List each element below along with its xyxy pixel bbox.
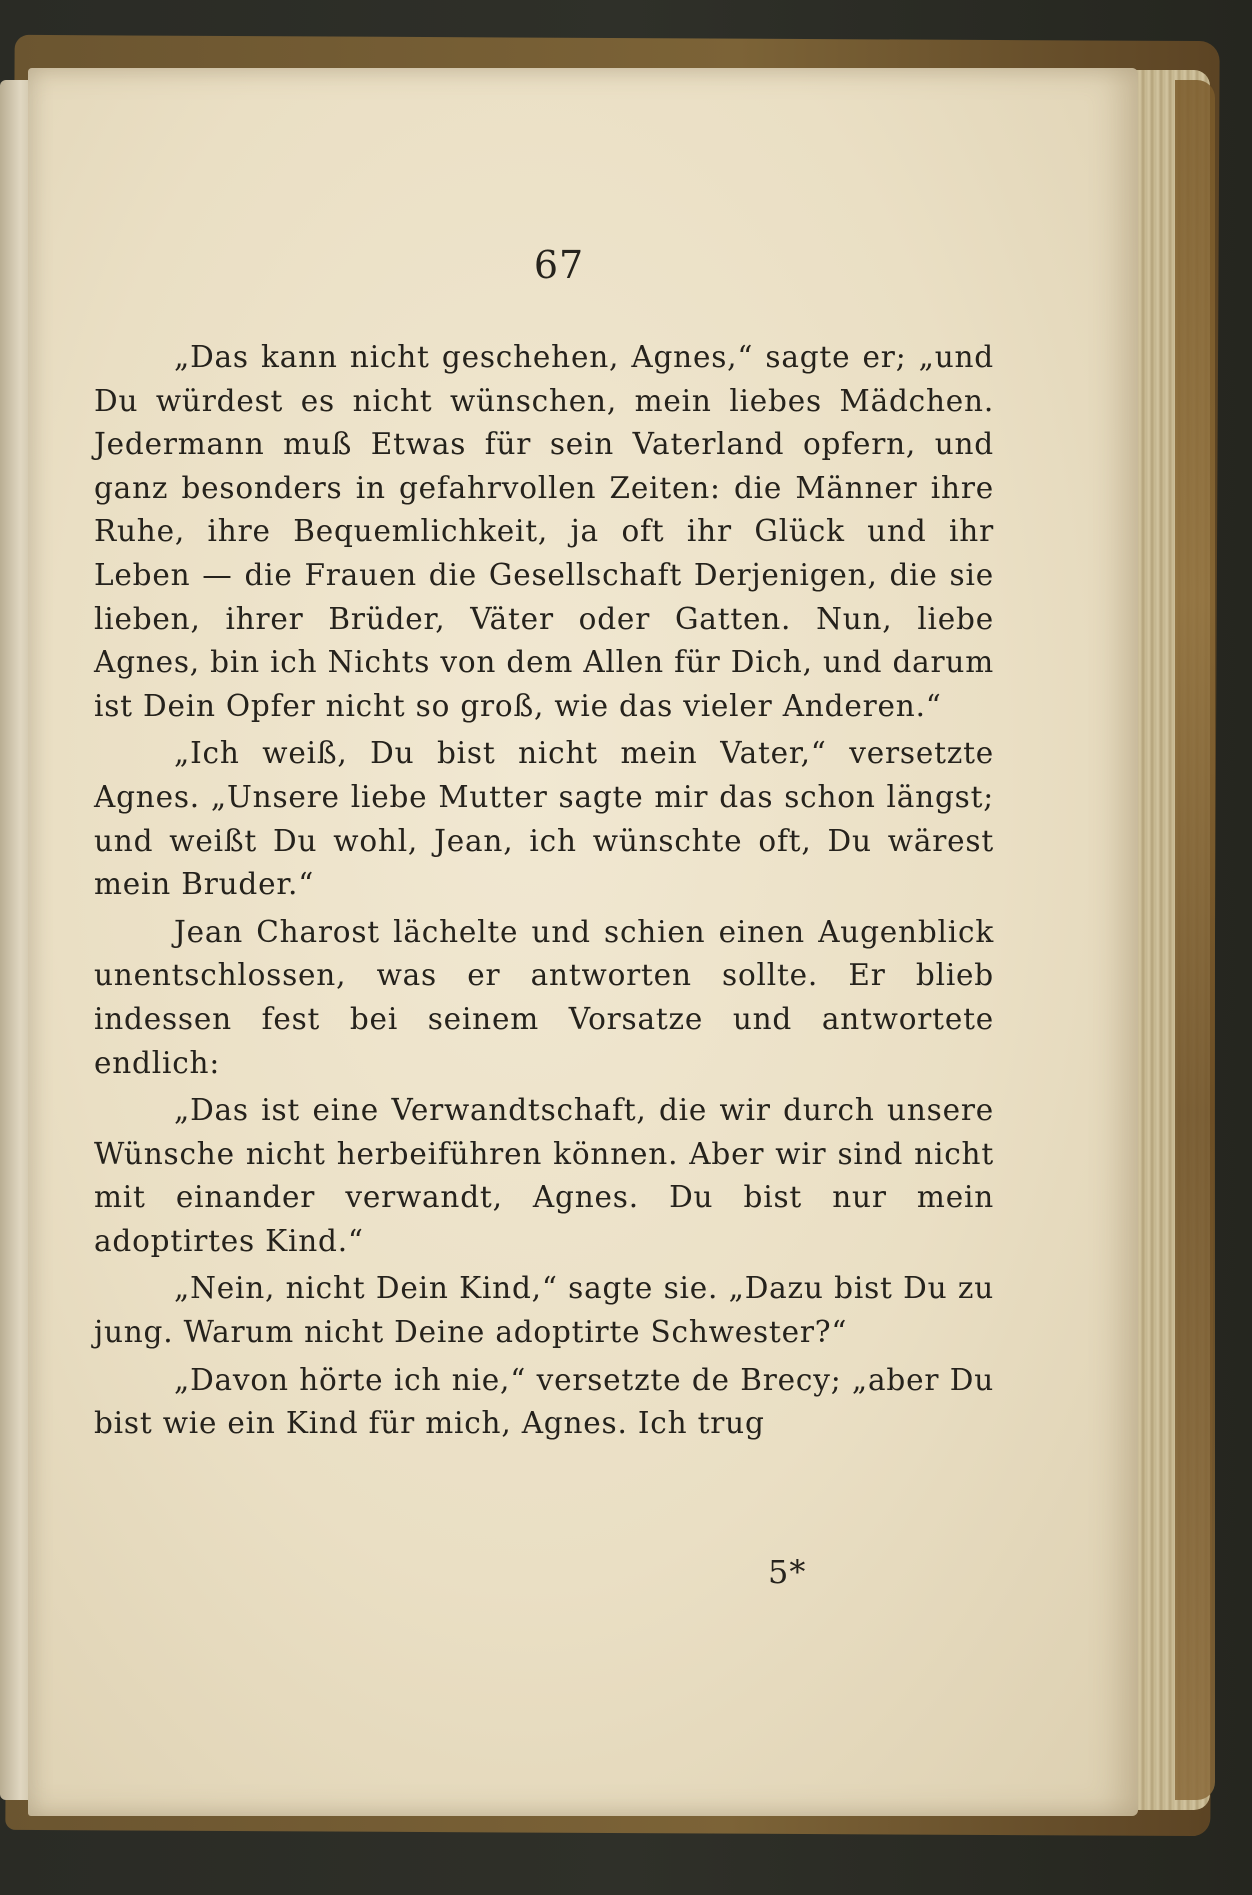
paragraph-1: „Das kann nicht geschehen, Agnes,“ sagte er; „und Du würdest es nicht wünschen, mein liebes Mädchen. Jedermann muß Etwas für sein Vaterland opfern, und ganz besonders in gefahrvollen Zeiten: die Männer ihre Ruhe, ihre Bequemlichkeit, ja oft ihr Glück und ihr Leben — die Frauen die Gesellschaft Derjenigen, die sie lieben, ihrer Brüder, Väter oder Gatten. Nun, liebe Agnes, bin ich Nichts von dem Allen für Dich, und darum ist Dein Opfer nicht so groß, wie das vieler Anderen.“ [94,340,994,723]
paragraph-3: Jean Charost lächelte und schien einen Augenblick unentschlossen, was er antworten sollte. Er blieb indessen fest bei seinem Vorsatze und antwortete endlich: [94,914,994,1080]
paragraph-2: „Ich weiß, Du bist nicht mein Vater,“ versetzte Agnes. „Unsere liebe Mutter sagte mir das schon längst; und weißt Du wohl, Jean, ich wünschte oft, Du wärest mein Bruder.“ [94,736,994,902]
cover-edge-stain [1175,80,1215,1800]
paragraph-6: „Davon hörte ich nie,“ versetzte de Brecy; „aber Du bist wie ein Kind für mich, Agnes. Ich trug [94,1362,994,1441]
signature-mark: 5* [768,1553,807,1591]
page-number: 67 [533,243,585,287]
paragraph-4: „Das ist eine Verwandtschaft, die wir durch unsere Wünsche nicht herbeiführen können. Aber wir sind nicht mit einander verwandt, Agnes. Du bist nur mein adoptirtes Kind.“ [94,1093,994,1258]
paragraph-5: „Nein, nicht Dein Kind,“ sagte sie. „Dazu bist Du zu jung. Warum nicht Deine adoptirte Schwester?“ [94,1271,994,1350]
book-page [28,68,1138,1816]
body-text [94,336,994,1446]
